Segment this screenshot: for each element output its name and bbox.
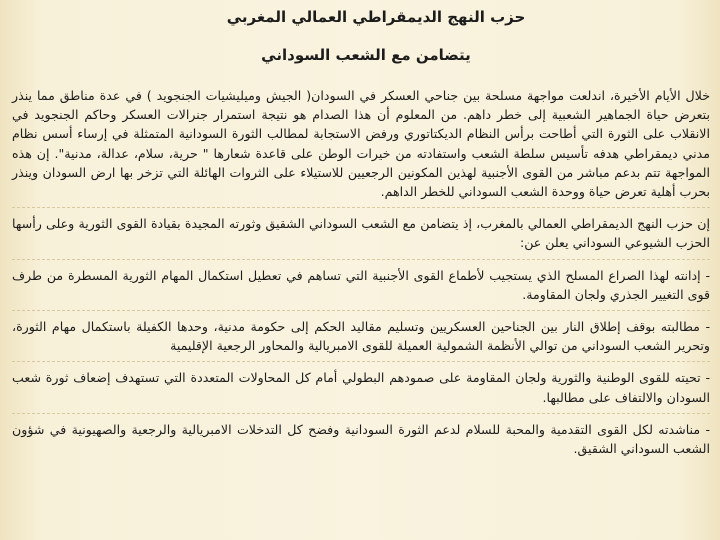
paragraph-intro: خلال الأيام الأخيرة، اندلعت مواجهة مسلحة بين جناحي العسكر في السودان( الجيش وميليشيات الجنجويد ) في عدة مناطق مما ينذر بتعرض حياة الجماهير الشعبية إلى خطر داهم. من المعلوم أن هذا الصدام هو نتيجة استمرار جنرالات العسكر وحاكم الجنجويد في الانقلاب على الثورة التي أطاحت برأس النظام الديكتاتوري ورفض الاستجابة لمطالب الثورة السودانية المتمثلة في إرساء أسس نظام مدني ديمقراطي هدفه تأسيس سلطة الشعب واستفادته من خيرات الوطن على قاعدة شعارها " حرية، سلام، عدالة، مدنية". إن هذه المواجهة تتم بدعم مباشر من القوى الأجنبية لهذين المكونين الرجعيين للاستيلاء على الثروات الهائلة التي تزخر بها ارض السودان وينذر بحرب أهلية تعرض حياة ووحدة الشعب السوداني للخطر الداهم. (12, 88, 710, 200)
list-item-ceasefire-demand: - مطالبته بوقف إطلاق النار بين الجناحين العسكريين وتسليم مقاليد الحكم إلى حكومة مدنية، وحدها الكفيلة باستكمال مهام الثورة، وتحرير الشعب السوداني من توالي الأنظمة الشمولية العميلة للقوى الامبريالية والمحاور الرجعية الإقليمية (12, 319, 710, 354)
divider (12, 413, 710, 414)
divider (12, 207, 710, 208)
list-item-condemnation: - إدانته لهذا الصراع المسلح الذي يستجيب لأطماع القوى الأجنبية التي تساهم في تعطيل استكمال المهام الثورية المسطرة من طرف قوى التغيير الجذري ولجان المقاومة. (12, 267, 710, 302)
paragraph-declaration: إن حزب النهج الديمقراطي العمالي بالمغرب، إذ يتضامن مع الشعب السوداني الشقيق وثورته المجيدة بقيادة القوى الثورية وعلى رأسها الحزب الشيوعي السوداني يعلن عن: (12, 216, 710, 251)
list-item-appeal: - مناشدته لكل القوى التقدمية والمحبة للسلام لدعم الثورة السودانية وفضح كل التدخلات الامبريالية والرجعية والصهيونية في شؤون الشعب السوداني الشقيق. (12, 421, 710, 457)
list-item-salute: - تحيته للقوى الوطنية والثورية ولجان المقاومة على صمودهم البطولي أمام كل المحاولات المتعددة التي تستهدف إضعاف ثورة شعب السودان والالتفاف على مطالبها. (12, 370, 710, 405)
document-subtitle: يتضامن مع الشعب السوداني (261, 46, 471, 64)
divider (12, 361, 710, 362)
divider (12, 310, 710, 311)
divider (12, 259, 710, 260)
document-title: حزب النهج الديمقراطي العمالي المغربي (226, 8, 526, 26)
